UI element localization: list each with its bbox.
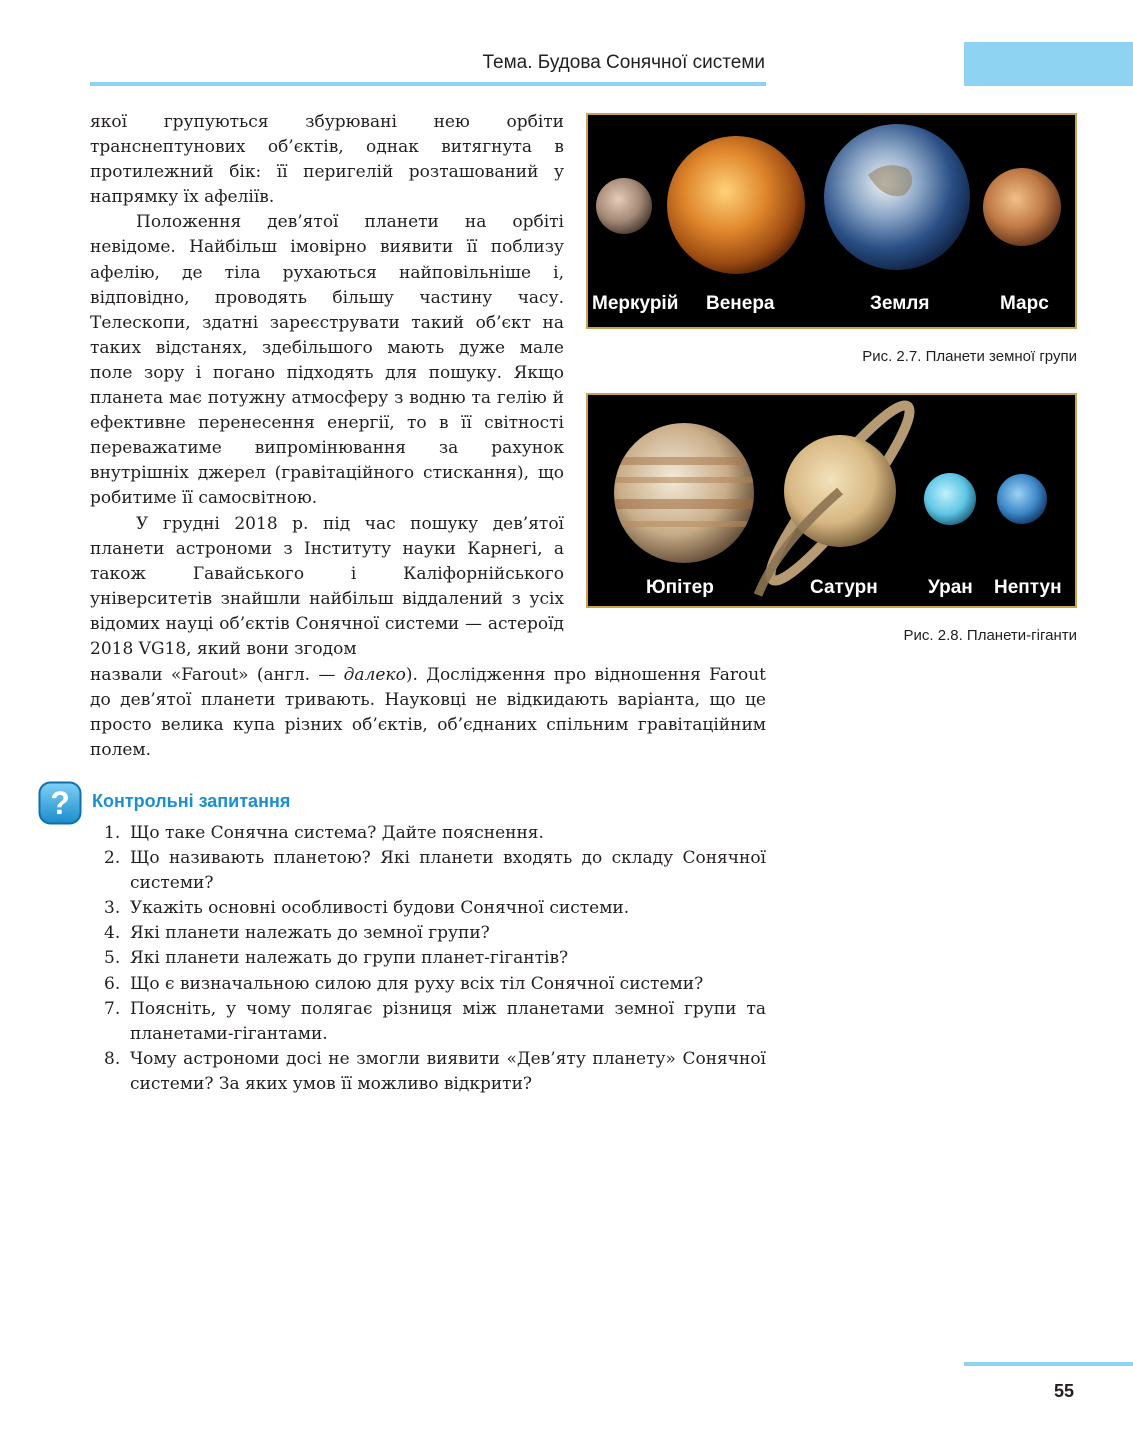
question-number: 1.: [104, 823, 121, 843]
mercury-planet: [596, 178, 652, 234]
label-earth: Земля: [870, 293, 930, 314]
text-column-wide: [90, 663, 766, 763]
footer-rule: [964, 1362, 1133, 1366]
question-number: 7.: [104, 998, 121, 1019]
terrestrial-planets-image: [588, 115, 1075, 327]
paragraph-4: [90, 663, 766, 763]
uranus-planet: [924, 473, 976, 525]
label-mars: Марс: [1000, 293, 1049, 314]
question-number: 8.: [104, 1048, 121, 1069]
mars-planet: [983, 168, 1061, 246]
text-column-narrow: [90, 110, 564, 662]
question-number: 5.: [104, 948, 121, 969]
figure-2-7-caption: Рис. 2.7. Планети земної групи: [862, 348, 1077, 365]
neptune-planet: [997, 474, 1047, 524]
question-text: Які планети належать до групи планет-гігантів?: [130, 948, 569, 969]
label-uranus: Уран: [928, 577, 973, 598]
question-item: [104, 821, 766, 846]
question-text: Які планети належать до земної групи?: [130, 923, 490, 944]
label-venus: Венера: [706, 293, 775, 314]
header-color-tab: [964, 42, 1133, 86]
figure-terrestrial-planets: [586, 113, 1077, 329]
question-mark-symbol: ?: [50, 785, 70, 821]
question-text: Що є визначальною силою для руху всіх тіл Сонячної системи?: [130, 973, 704, 994]
figure-giant-planets: [586, 393, 1077, 608]
question-number: 3.: [104, 898, 121, 919]
question-text: Укажіть основні особливості будови Сонячної системи.: [130, 898, 630, 919]
header-rule: [90, 82, 766, 86]
page-number: 55: [1054, 1381, 1075, 1401]
question-text: Що називають планетою? Які планети входять до складу Сонячної системи?: [130, 848, 766, 894]
earth-planet: [824, 124, 970, 270]
question-item: [104, 972, 766, 997]
question-item: [104, 997, 766, 1047]
question-item: [104, 1047, 766, 1097]
questions-list: [104, 821, 766, 1097]
question-text: Поясніть, у чому полягає різниця між планетами земної групи та планетами-гігантами.: [130, 998, 766, 1044]
venus-planet: [667, 136, 805, 274]
paragraph-4-lead: назвали «Farout» (англ. —: [90, 665, 344, 685]
question-number: 4.: [104, 923, 121, 944]
paragraph-2: Положення дев’ятої планети на орбіті невідоме. Найбільш імовірно виявити її поблизу афелію, де тіла рухаються найповільніше і, відповідно, проводять більшу частину часу. Телескопи, здатні зареєструвати такий об’єкт на таких відстанях, здебільшого мають дуже мале поле зору і погано підходять для пошуку. Якщо планета має потужну атмосферу з водню та гелію й ефективне перенесення енергії, то в її світності переважатиме випромінювання за рахунок внутрішніх джерел (гравітаційного стискання), що робитиме її самосвітною.: [90, 212, 564, 509]
label-saturn: Сатурн: [810, 577, 878, 598]
question-number: 2.: [104, 848, 121, 869]
question-item: [104, 896, 766, 921]
figure-2-8-caption: Рис. 2.8. Планети-гіганти: [903, 627, 1077, 644]
paragraph-4-italic: далеко: [343, 665, 406, 685]
paragraph-1: якої групуються збурювані нею орбіти транснептунових об’єктів, однак витягнута в протилежний бік: її перигелій розташований у напрямку їх афеліїв.: [90, 112, 564, 208]
label-jupiter: Юпітер: [646, 577, 714, 598]
question-text: Чому астрономи досі не змогли виявити «Дев’яту планету» Сонячної системи? За яких умов її можливо відкрити?: [130, 1048, 766, 1094]
question-item: [104, 846, 766, 896]
question-item: [104, 921, 766, 946]
jupiter-planet: [614, 423, 754, 563]
questions-heading: Контрольні запитання: [92, 791, 291, 811]
paragraph-4-rest: ). Дослідження про відношення Farout до дев’ятої планети тривають. Науковці не відкидають варіанта, що це просто велика купа різних об’єктів, об’єднаних спільним гравітаційним полем.: [90, 665, 766, 761]
question-number: 6.: [104, 973, 121, 994]
question-mark-icon: [38, 781, 82, 825]
giant-planets-image: [588, 395, 1075, 606]
question-item: [104, 946, 766, 971]
label-mercury: Меркурій: [592, 293, 679, 314]
label-neptune: Нептун: [994, 577, 1062, 598]
paragraph-3: У грудні 2018 р. під час пошуку дев’ятої планети астрономи з Інституту науки Карнегі, а також Гавайського і Каліфорнійського університетів знайшли найбільш віддалений з усіх відомих науці об’єктів Сонячної системи — астероїд 2018 VG18, який вони згодом: [90, 513, 564, 659]
running-header-title: Тема. Будова Сонячної системи: [482, 52, 765, 73]
question-text: Що таке Сонячна система? Дайте пояснення.: [130, 823, 544, 843]
